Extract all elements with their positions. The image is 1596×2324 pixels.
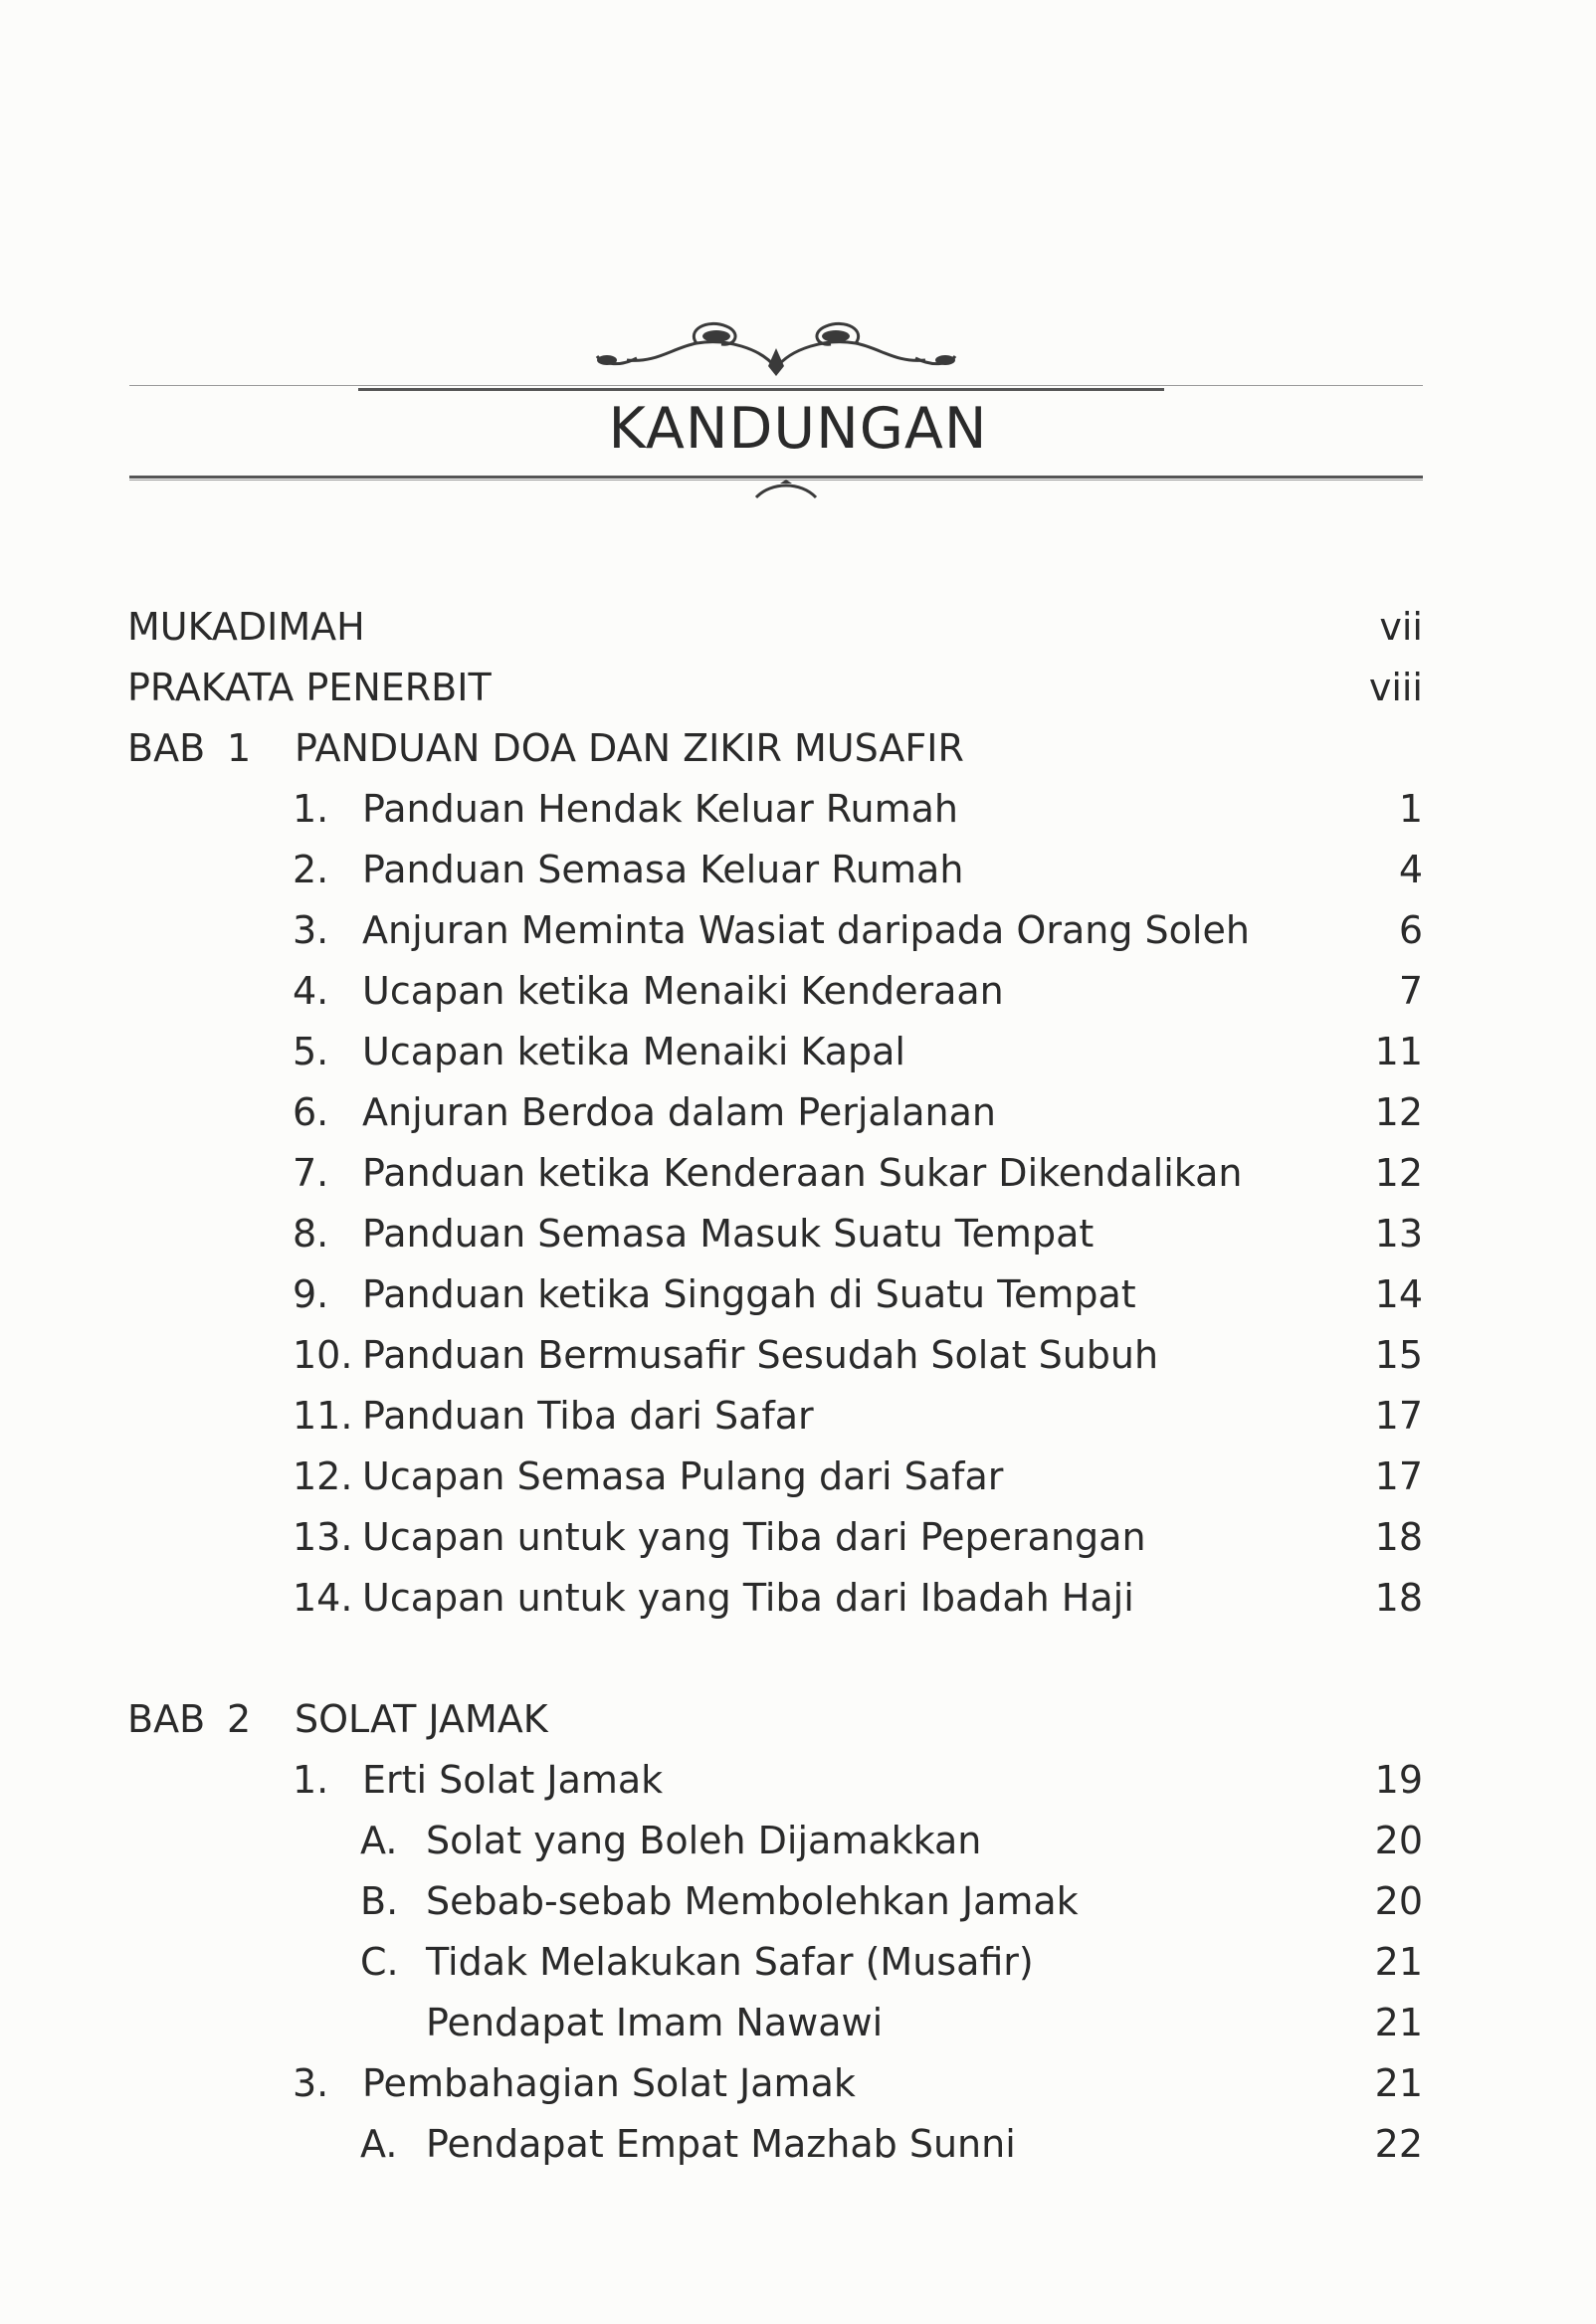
toc-page-number: 20 [1374, 1879, 1423, 1923]
toc-page-number: 17 [1374, 1394, 1423, 1438]
toc-subentry[interactable] [0, 1876, 1596, 1926]
toc-page-number: 6 [1398, 908, 1423, 952]
toc-entry[interactable] [0, 1269, 1596, 1319]
toc-entry-number: 3. [293, 908, 329, 952]
toc-subentry[interactable] [0, 1998, 1596, 2047]
toc-entry-label: Ucapan ketika Menaiki Kapal [362, 1030, 905, 1073]
toc-page-number: 18 [1374, 1515, 1423, 1559]
toc-entry-label: Panduan Semasa Keluar Rumah [362, 848, 964, 891]
toc-entry[interactable] [0, 1027, 1596, 1076]
toc-entry-number: 4. [293, 969, 329, 1013]
toc-entry-label: Ucapan untuk yang Tiba dari Peperangan [362, 1515, 1146, 1559]
toc-entry-number: 1. [293, 1758, 329, 1802]
toc-page-number: 1 [1398, 787, 1423, 831]
toc-page-number: vii [1379, 605, 1423, 649]
toc-entry-number: 11. [293, 1394, 353, 1438]
toc-entry[interactable] [0, 905, 1596, 955]
toc-entry-mukadimah[interactable] [0, 602, 1596, 652]
toc-entry[interactable] [0, 966, 1596, 1016]
heading-rule-bottom-thick [129, 476, 1423, 479]
toc-entry-label: MUKADIMAH [127, 605, 365, 649]
toc-page-number: 4 [1398, 848, 1423, 891]
toc-page-number: 19 [1374, 1758, 1423, 1802]
toc-entry-label: Tidak Melakukan Safar (Musafir) [426, 1940, 1034, 1984]
toc-entry-label: Panduan ketika Singgah di Suatu Tempat [362, 1272, 1136, 1316]
toc-entry[interactable] [0, 1087, 1596, 1137]
toc-subentry[interactable] [0, 1937, 1596, 1987]
toc-entry-number: 3. [293, 2061, 329, 2105]
toc-page-number: 20 [1374, 1819, 1423, 1862]
toc-entry-number: 12. [293, 1454, 353, 1498]
toc-entry[interactable] [0, 1573, 1596, 1623]
toc-entry[interactable] [0, 1209, 1596, 1259]
toc-entry-label: Pembahagian Solat Jamak [362, 2061, 856, 2105]
toc-entry-label: Ucapan ketika Menaiki Kenderaan [362, 969, 1004, 1013]
toc-entry-label: Erti Solat Jamak [362, 1758, 664, 1802]
page-title: KANDUNGAN [608, 396, 988, 462]
toc-subentry[interactable] [0, 1816, 1596, 1865]
toc-page-number: 21 [1374, 2001, 1423, 2044]
toc-page-number: 18 [1374, 1576, 1423, 1620]
chapter-title: PANDUAN DOA DAN ZIKIR MUSAFIR [295, 726, 964, 770]
toc-entry[interactable] [0, 1452, 1596, 1501]
toc-page-number: 12 [1374, 1090, 1423, 1134]
chapter-number: 1 [227, 726, 252, 770]
toc-entry-number: C. [360, 1940, 399, 1984]
toc-page-number: 15 [1374, 1333, 1423, 1377]
chapter-number: 2 [227, 1697, 252, 1741]
toc-entry[interactable] [0, 1755, 1596, 1805]
flourish-ornament-bottom-icon [746, 480, 826, 501]
toc-entry-number: A. [360, 1819, 398, 1862]
toc-entry-label: Pendapat Empat Mazhab Sunni [426, 2122, 1016, 2166]
toc-entry-number: 14. [293, 1576, 353, 1620]
flourish-ornament-top-icon [577, 308, 975, 378]
toc-page-number: 12 [1374, 1151, 1423, 1195]
toc-entry-number: 10. [293, 1333, 353, 1377]
toc-entry-label: Sebab-sebab Membolehkan Jamak [426, 1879, 1079, 1923]
toc-entry-number: A. [360, 2122, 398, 2166]
toc-page-number: 21 [1374, 1940, 1423, 1984]
toc-entry-number: 7. [293, 1151, 329, 1195]
toc-entry-label: Panduan Semasa Masuk Suatu Tempat [362, 1212, 1095, 1256]
toc-entry-label: Panduan ketika Kenderaan Sukar Dikendalikan [362, 1151, 1243, 1195]
toc-entry-label: Anjuran Berdoa dalam Perjalanan [362, 1090, 996, 1134]
chapter-heading-bab-2[interactable] [0, 1694, 1596, 1744]
toc-entry-number: 6. [293, 1090, 329, 1134]
toc-page-number: 22 [1374, 2122, 1423, 2166]
toc-entry-number: 8. [293, 1212, 329, 1256]
toc-entry-number: 1. [293, 787, 329, 831]
chapter-label: BAB [127, 726, 206, 770]
toc-entry[interactable] [0, 2058, 1596, 2108]
toc-entry-label: Panduan Tiba dari Safar [362, 1394, 814, 1438]
toc-entry-label: Solat yang Boleh Dijamakkan [426, 1819, 982, 1862]
toc-page-number: viii [1368, 666, 1423, 709]
toc-entry-number: B. [360, 1879, 399, 1923]
heading-rule-top-thick [358, 388, 1164, 391]
toc-entry[interactable] [0, 1148, 1596, 1198]
toc-page-number: 17 [1374, 1454, 1423, 1498]
toc-entry[interactable] [0, 1391, 1596, 1441]
toc-page-number: 13 [1374, 1212, 1423, 1256]
chapter-label: BAB [127, 1697, 206, 1741]
toc-page-number: 14 [1374, 1272, 1423, 1316]
toc-entry-label: Ucapan Semasa Pulang dari Safar [362, 1454, 1004, 1498]
toc-entry-label: Pendapat Imam Nawawi [426, 2001, 884, 2044]
toc-entry-label: Panduan Hendak Keluar Rumah [362, 787, 958, 831]
toc-entry-number: 5. [293, 1030, 329, 1073]
toc-entry[interactable] [0, 1512, 1596, 1562]
toc-entry[interactable] [0, 784, 1596, 834]
chapter-heading-bab-1[interactable] [0, 723, 1596, 773]
toc-entry[interactable] [0, 1330, 1596, 1380]
toc-page-number: 11 [1374, 1030, 1423, 1073]
heading-rule-top-thin [129, 385, 1423, 386]
toc-entry-number: 13. [293, 1515, 353, 1559]
toc-entry[interactable] [0, 845, 1596, 894]
toc-entry-prakata-penerbit[interactable] [0, 663, 1596, 712]
toc-entry-label: PRAKATA PENERBIT [127, 666, 492, 709]
toc-page-number: 7 [1398, 969, 1423, 1013]
toc-entry-label: Ucapan untuk yang Tiba dari Ibadah Haji [362, 1576, 1134, 1620]
toc-subentry[interactable] [0, 2119, 1596, 2169]
toc-entry-label: Anjuran Meminta Wasiat daripada Orang Soleh [362, 908, 1250, 952]
toc-entry-label: Panduan Bermusafir Sesudah Solat Subuh [362, 1333, 1159, 1377]
chapter-title: SOLAT JAMAK [295, 1697, 548, 1741]
toc-entry-number: 9. [293, 1272, 329, 1316]
toc-entry-number: 2. [293, 848, 329, 891]
toc-page-number: 21 [1374, 2061, 1423, 2105]
